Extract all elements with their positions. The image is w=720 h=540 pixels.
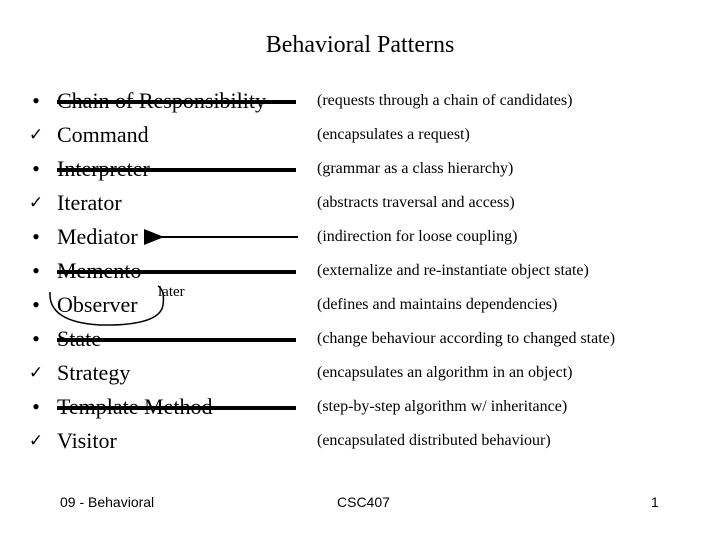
pattern-name: Mediator <box>57 224 138 249</box>
pattern-description: (abstracts traversal and access) <box>317 194 515 211</box>
bullet-icon: • <box>32 394 40 419</box>
bullet-icon: • <box>32 156 40 181</box>
pattern-name: Strategy <box>57 360 131 385</box>
bullet-icon: • <box>32 326 40 351</box>
pattern-description: (encapsulates an algorithm in an object) <box>317 364 573 381</box>
pattern-description: (requests through a chain of candidates) <box>317 92 573 109</box>
checkmark-icon: ✓ <box>28 363 44 383</box>
pattern-name: Observer <box>57 292 138 317</box>
pattern-description: (externalize and re-instantiate object state) <box>317 262 589 279</box>
bullet-icon: • <box>32 292 40 317</box>
checkmark-icon: ✓ <box>28 431 44 451</box>
later-annotation: later <box>158 284 185 300</box>
pattern-description: (step-by-step algorithm w/ inheritance) <box>317 398 568 415</box>
pattern-description: (encapsulates a request) <box>317 126 470 143</box>
checkmark-icon: ✓ <box>28 125 44 145</box>
checkmark-icon: ✓ <box>28 193 44 213</box>
bullet-icon: • <box>32 88 40 113</box>
pattern-description: (indirection for loose coupling) <box>317 228 518 245</box>
pattern-name: Command <box>57 122 149 147</box>
slide-title: Behavioral Patterns <box>265 32 455 58</box>
footer-section-label: 09 - Behavioral <box>60 494 155 510</box>
pattern-name: Visitor <box>57 428 117 453</box>
pattern-name: Iterator <box>57 190 122 215</box>
page-number: 1 <box>651 494 659 510</box>
bullet-icon: • <box>32 224 40 249</box>
footer-course-code: CSC407 <box>337 494 390 510</box>
observer-circle-annotation <box>50 286 164 325</box>
pattern-description: (defines and maintains dependencies) <box>317 296 558 313</box>
pattern-description: (change behaviour according to changed state) <box>317 330 616 347</box>
pattern-description: (grammar as a class hierarchy) <box>317 160 514 177</box>
bullet-icon: • <box>32 258 40 283</box>
pattern-description: (encapsulated distributed behaviour) <box>317 432 551 449</box>
